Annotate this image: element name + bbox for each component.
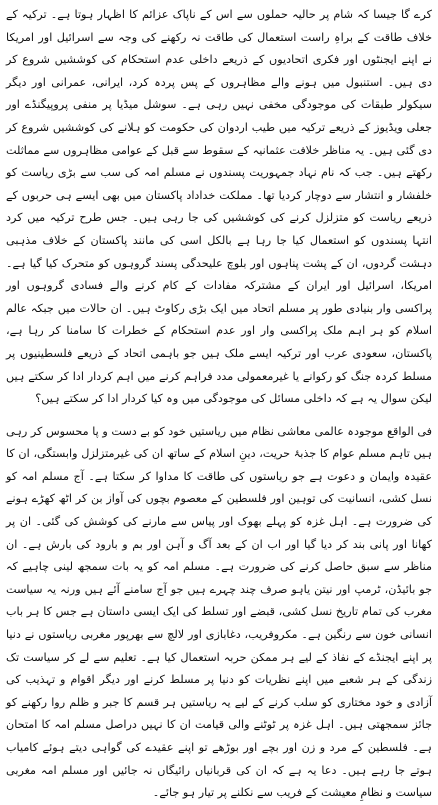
- article-paragraph-1: کرے گا جیسا کہ شام پر حالیہ حملوں سے اس کے ناپاک عزائم کا اظہار ہوتا ہے۔ ترکیہ کے خلاف طاقت کے براہِ راست استعمال کی طاقت نہ رکھنے کی وجہ سے اسرائیل اور امریکا نے اپنے ایجنٹوں اور فکری اتحادیوں کے ذریعے داخلی عدم استحکام کی کوششیں شروع کر دی ہیں۔ استنبول میں ہونے والے مظاہروں کے پس پردہ کرد، ایرانی، عمرانی اور دیگر سیکولر طبقات کی موجودگی مخفی نہیں رہی ہے۔ سوشل میڈیا پر منفی پروپیگنڈے اور جعلی ویڈیوز کے ذریعے ترکیہ میں طیب اردوان کی حکومت کو ہلانے کی کوششیں شروع کر دی گئی ہیں۔ یہ مناظر خلافت عثمانیہ کے سقوط سے قبل کے عوامی مظاہروں سے مماثلت رکھتے ہیں۔ جب کہ نام نہاد جمہوریت پسندوں نے مسلم امہ کی سب سے بڑی ریاست کو خلفشار و انتشار سے دوچار کردیا تھا۔ مملکت خداداد پاکستان میں بھی ایسے ہی حربوں کے ذریعے ریاست کو متزلزل کرنے کی کوششیں کی جا رہی ہیں۔ جس طرح ترکیہ میں کرد انتہا پسندوں کو استعمال کیا جا رہا ہے بالکل اسی کی مانند پاکستان کے خلاف مذہبی دہشت گردوں، ان کے پشت پناہوں اور بلوچ علیحدگی پسند گروہوں کو متحرک کیا گیا ہے۔ امریکا، اسرائیل اور ایران کے مشترکہ مفادات کے کام کرنے والے فسادی گروہوں اور پراکسی وار بنیادی طور پر مسلم اتحاد میں ایک بڑی رکاوٹ ہیں۔ ان حالات میں جبکہ عالم اسلام کو ہر اہم ملک پراکسی وار اور عدم استحکام کے خطرات کا سامنا کر رہا ہے، پاکستان، سعودی عرب اور ترکیہ ایسے ملک ہیں جو باہمی اتحاد کے ذریعے فلسطینیوں پر مسلط کردہ جنگ کو رکوانے یا غیرمعمولی مدد فراہم کرنے میں اہم کردار ادا کر سکتے ہیں لیکن سوال یہ ہے کہ داخلی مسائل کی موجودگی میں وہ کیا کردار ادا کر سکتے ہیں؟: [6, 8, 432, 406]
- article-paragraph-2: فی الواقع موجودہ عالمی معاشی نظام میں ریاستیں خود کو بے دست و پا محسوس کر رہی ہیں تاہم مسلم عوام کا جذبۂ حریت، دینِ اسلام کے ساتھ ان کی غیرمتزلزل وابستگی، ان کا عقیدہ وایمان و دعوت ہے جو ریاستوں کی طاقت کا مداوا کر سکتا ہے۔ آج مسلم امہ کو نسل کشی، انسانیت کی توہین اور فلسطین کے معصوم بچوں کی آواز بن کر اٹھ کھڑے ہونے کی ضرورت ہے۔ اہل غزہ کو پہلے بھوک اور پیاس سے مارنے کی کوشش کی گئی۔ ان پر کھانا اور پانی بند کر دیا گیا اور اب ان کے بعد آگ و آہن اور بم و بارود کی بارش ہے۔ ان مناظر سے سبق حاصل کرنے کی ضرورت ہے۔ مسلم امہ کو یہ بات سمجھ لینی چاہیے کہ جو بائیڈن، ٹرمپ اور نیتن یاہو صرف چند چہرے ہیں جو آج سامنے آئے ہیں ورنہ یہ سیاست مغرب کی تمام تاریخ نسل کشی، قبضے اور تسلط کی ایک ایسی داستان ہے جس کا ہر باب انسانی خون سے رنگین ہے۔ مکروفریب، دغابازی اور لالچ سے بھرپور مغربی ریاستوں نے دنیا پر اپنے ایجنڈے کے نفاذ کے لیے ہر ممکن حربہ استعمال کیا ہے۔ تعلیم سے لے کر سیاست تک زندگی کے ہر شعبے میں اپنے نظریات کو دنیا پر مسلط کرنے اور دیگر اقوام و تہذیب کی آزادی و خود مختاری کو سلب کرنے کے لیے یہ ریاستیں ہر قسم کا جبر و ظلم روا رکھنے کو جائز سمجھتی ہیں۔ اہل غزہ پر ٹوٹنے والی قیامت ان کا نہیں دراصل مسلم امہ کا امتحان ہے۔ فلسطین کے مرد و زن اور بچے اور بوڑھے تو اپنے عقیدے کی گواہی دیتے ہوئے کامیاب ہوتے جا رہے ہیں۔ دعا یہ ہے کہ ان کی قربانیاں رائیگاں نہ جائیں اور مسلم امہ مغربی سیاست و نظامِ معیشت کے فریب سے نکلنے پر تیار ہو جائے۔: [6, 424, 432, 800]
